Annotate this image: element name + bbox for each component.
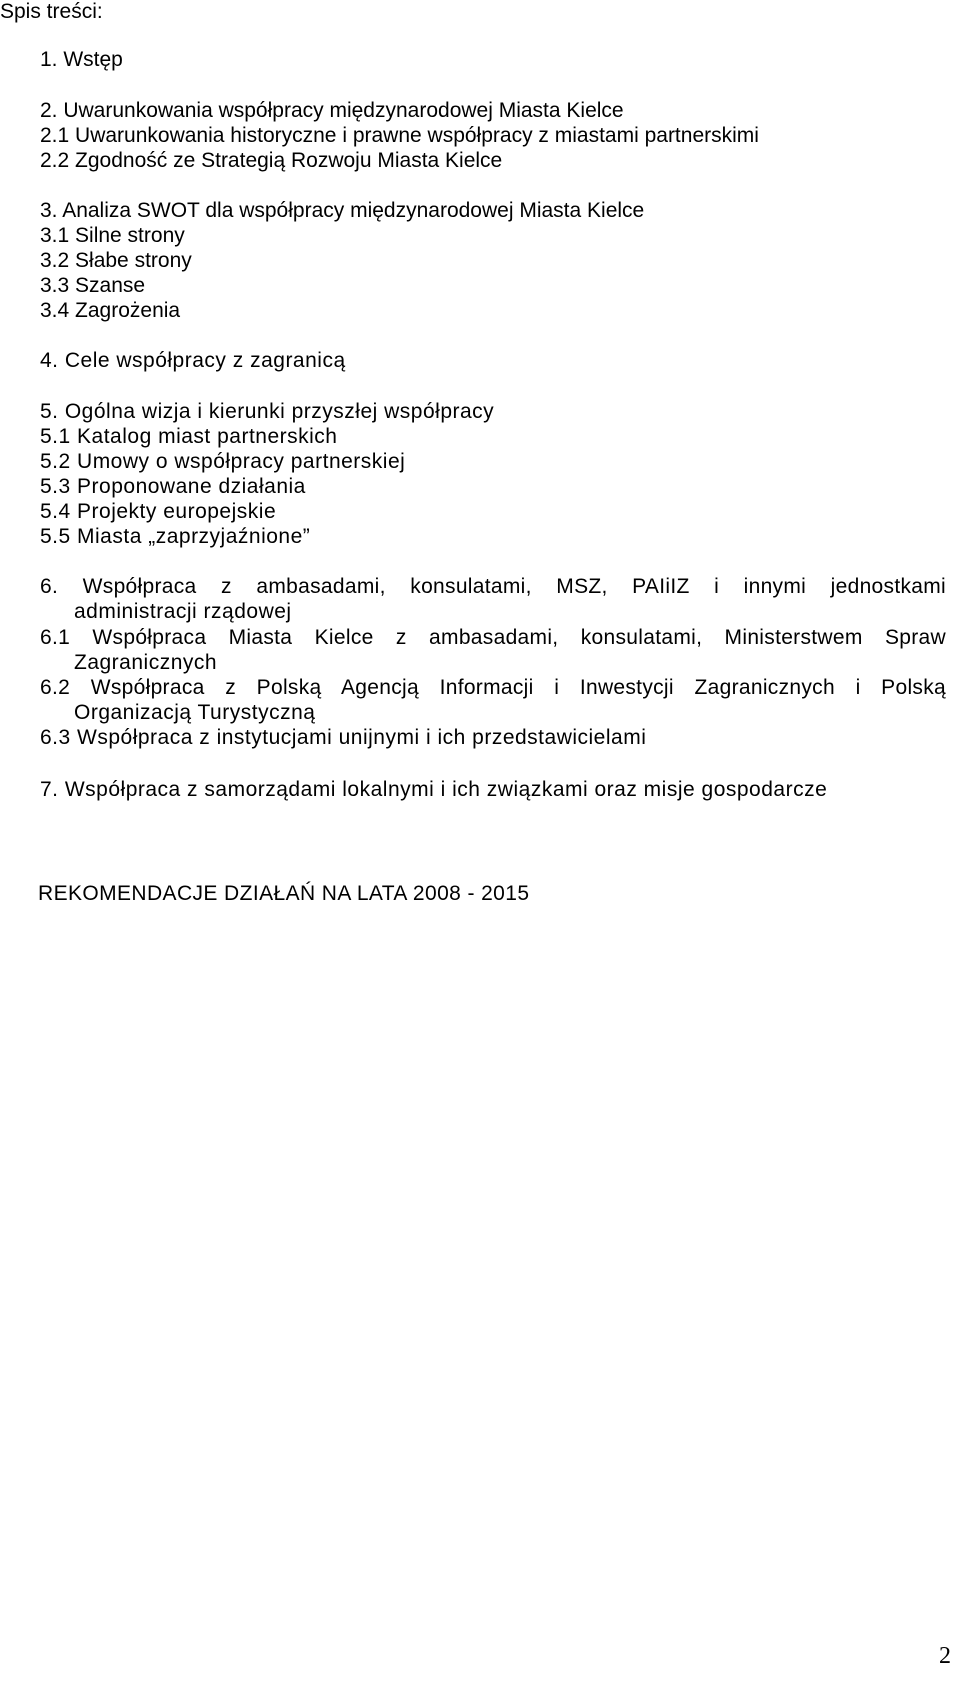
toc-entry-3: 3. Analiza SWOT dla współpracy międzynarodowej Miasta Kielce xyxy=(40,199,645,222)
toc-entry-6-2-continued: Organizacją Turystyczną xyxy=(74,701,316,724)
toc-heading: Spis treści: xyxy=(0,0,103,23)
toc-entry-4: 4. Cele współpracy z zagranicą xyxy=(40,349,346,372)
toc-entry-5: 5. Ogólna wizja i kierunki przyszłej współpracy xyxy=(40,400,495,423)
toc-entry-5-4: 5.4 Projekty europejskie xyxy=(40,500,277,523)
toc-entry-6: 6. Współpraca z ambasadami, konsulatami, MSZ, PAIiIZ i innymi jednostkami xyxy=(40,575,946,598)
toc-entry-7: 7. Współpraca z samorządami lokalnymi i ich związkami oraz misje gospodarcze xyxy=(40,778,828,801)
toc-entry-2-1: 2.1 Uwarunkowania historyczne i prawne współpracy z miastami partnerskimi xyxy=(40,124,759,147)
toc-entry-3-3: 3.3 Szanse xyxy=(40,274,146,297)
toc-entry-5-2: 5.2 Umowy o współpracy partnerskiej xyxy=(40,450,406,473)
toc-entry-6-continued: administracji rządowej xyxy=(74,600,292,623)
toc-entry-5-1: 5.1 Katalog miast partnerskich xyxy=(40,425,338,448)
toc-entry-6-1: 6.1 Współpraca Miasta Kielce z ambasadami, konsulatami, Ministerstwem Spraw xyxy=(40,626,946,649)
toc-entry-2-2: 2.2 Zgodność ze Strategią Rozwoju Miasta Kielce xyxy=(40,149,503,172)
toc-entry-6-1-continued: Zagranicznych xyxy=(74,651,218,674)
toc-entry-2: 2. Uwarunkowania współpracy międzynarodowej Miasta Kielce xyxy=(40,99,624,122)
toc-entry-6-3: 6.3 Współpraca z instytucjami unijnymi i ich przedstawicielami xyxy=(40,726,647,749)
page-number: 2 xyxy=(939,1643,951,1669)
toc-entry-1: 1. Wstęp xyxy=(40,48,123,71)
toc-entry-5-5: 5.5 Miasta „zaprzyjaźnione” xyxy=(40,525,311,548)
toc-entry-3-1: 3.1 Silne strony xyxy=(40,224,185,247)
toc-entry-3-2: 3.2 Słabe strony xyxy=(40,249,192,272)
toc-entry-3-4: 3.4 Zagrożenia xyxy=(40,299,181,322)
recommendations-heading: REKOMENDACJE DZIAŁAŃ NA LATA 2008 - 2015 xyxy=(38,882,530,905)
toc-entry-5-3: 5.3 Proponowane działania xyxy=(40,475,306,498)
toc-entry-6-2: 6.2 Współpraca z Polską Agencją Informacji i Inwestycji Zagranicznych i Polską xyxy=(40,676,946,699)
